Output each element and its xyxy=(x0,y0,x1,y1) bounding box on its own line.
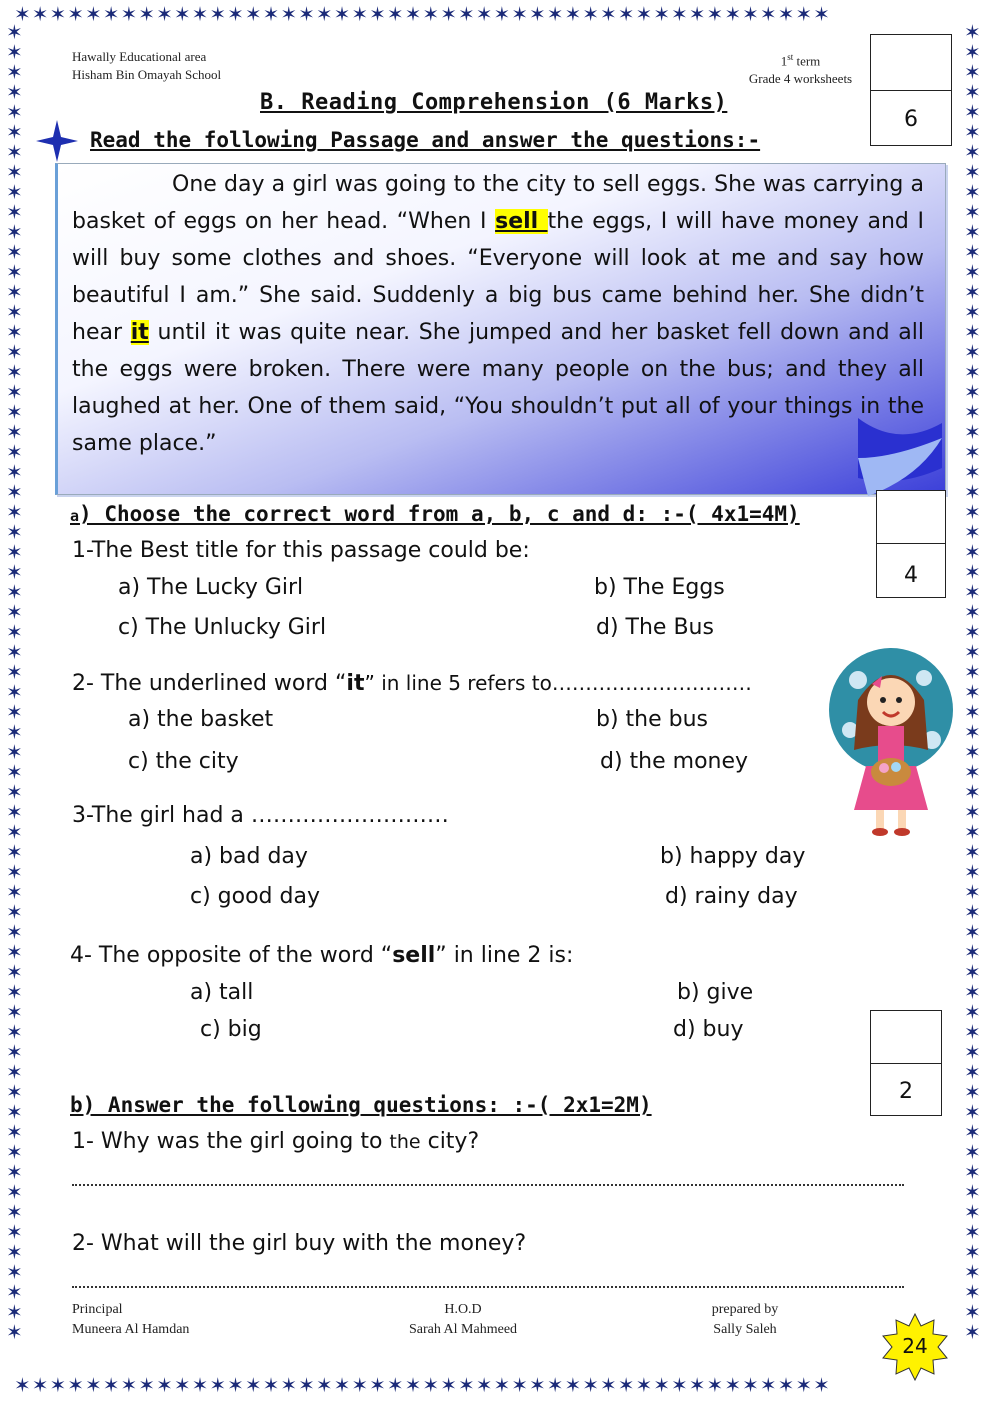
page-curl-decoration xyxy=(838,418,948,498)
total-score-value: 6 xyxy=(904,107,918,132)
q3-option-b[interactable]: b) happy day xyxy=(660,844,806,869)
header-left xyxy=(72,48,221,84)
school-name: Hisham Bin Omayah School xyxy=(72,67,222,82)
passage-box xyxy=(55,163,946,495)
section-a-heading-text: ) Choose the correct word from a, b, c and d: :-( 4x1=4M) xyxy=(79,502,800,526)
question-1: 1-The Best title for this passage could be: xyxy=(72,538,530,563)
answer-line-1[interactable] xyxy=(72,1184,904,1186)
principal-label: Principal xyxy=(72,1302,123,1317)
instruction-text: Read the following Passage and answer the questions:- xyxy=(90,128,761,152)
prepared-name: Sally Saleh xyxy=(713,1322,777,1337)
q3-option-d[interactable]: d) rainy day xyxy=(665,884,798,909)
score-divider xyxy=(871,90,951,91)
highlight-sell: sell xyxy=(495,209,548,234)
page-number-badge xyxy=(880,1312,950,1382)
q1-option-a[interactable]: a) The Lucky Girl xyxy=(118,575,304,600)
hod-name: Sarah Al Mahmeed xyxy=(408,1322,518,1337)
term-number: 1 xyxy=(780,53,788,69)
question-2-post: ” in line 5 refers to………………………… xyxy=(364,671,752,695)
page-border-top: ✶✶✶✶✶✶✶✶✶✶✶✶✶✶✶✶✶✶✶✶✶✶✶✶✶✶✶✶✶✶✶✶✶✶✶✶✶✶✶✶✶✶✶✶✶✶ xyxy=(14,4,831,26)
question-b1-pre: 1- Why was the girl going to xyxy=(72,1129,390,1154)
question-4-keyword: sell xyxy=(392,943,436,968)
star-icon xyxy=(34,118,80,164)
term-label xyxy=(733,48,868,70)
passage-part-1: One day a girl was going to the city to sell eggs. She was carrying a basket of eggs on her head. “When I xyxy=(72,172,924,234)
section-title: B. Reading Comprehension (6 Marks) xyxy=(260,90,728,115)
question-b2: 2- What will the girl buy with the money? xyxy=(72,1231,527,1256)
page-border-left: ✶✶✶✶✶✶✶✶✶✶✶✶✶✶✶✶✶✶✶✶✶✶✶✶✶✶✶✶✶✶✶✶✶✶✶✶✶✶✶✶✶✶✶✶✶✶✶✶✶✶✶✶✶✶✶✶✶✶✶✶✶✶✶✶✶✶ xyxy=(6,22,23,1344)
page-border-bottom: ✶✶✶✶✶✶✶✶✶✶✶✶✶✶✶✶✶✶✶✶✶✶✶✶✶✶✶✶✶✶✶✶✶✶✶✶✶✶✶✶✶✶✶✶✶✶ xyxy=(14,1375,831,1397)
question-4-post: ” in line 2 is: xyxy=(435,943,574,968)
hod-label: H.O.D xyxy=(444,1302,482,1317)
passage-part-3: until it was quite near. She jumped and her basket fell down and all the eggs were broken. There were many people on the bus; and they all laughed at her. One of them said, “You shouldn’t put all of your things in the same place.” xyxy=(72,320,924,456)
passage-text xyxy=(72,166,924,462)
total-score-box xyxy=(870,34,952,146)
part-a-score-box xyxy=(876,490,946,598)
question-b1-small: the xyxy=(389,1131,421,1153)
q4-option-b[interactable]: b) give xyxy=(677,980,754,1005)
section-a-heading xyxy=(70,502,800,526)
question-2 xyxy=(72,671,752,696)
q2-option-c[interactable]: c) the city xyxy=(128,749,239,774)
part-b-score-value: 2 xyxy=(899,1079,913,1104)
score-divider xyxy=(877,543,945,544)
grade-label: Grade 4 worksheets xyxy=(748,71,853,87)
term-suffix: st xyxy=(787,52,794,62)
q1-option-d[interactable]: d) The Bus xyxy=(596,615,714,640)
page-number: 24 xyxy=(902,1334,928,1358)
q1-option-c[interactable]: c) The Unlucky Girl xyxy=(118,615,327,640)
part-b-score-box xyxy=(870,1010,942,1116)
q3-option-a[interactable]: a) bad day xyxy=(190,844,308,869)
q4-option-c[interactable]: c) big xyxy=(200,1017,262,1042)
q1-option-b[interactable]: b) The Eggs xyxy=(594,575,725,600)
girl-with-basket-illustration xyxy=(828,630,954,840)
passage-part-2: the eggs, I will have money and I will buy some clothes and shoes. “Everyone will look at me and say how beautiful I am.” She said. Suddenly a big bus came behind her. She didn’t hear xyxy=(72,209,924,345)
section-a-prefix: a xyxy=(70,507,80,525)
q2-option-a[interactable]: a) the basket xyxy=(128,707,274,732)
part-a-score-value: 4 xyxy=(904,563,918,588)
footer-hod xyxy=(398,1300,528,1340)
header-right xyxy=(733,48,868,88)
question-3: 3-The girl had a ……………………… xyxy=(72,803,449,828)
prepared-label: prepared by xyxy=(711,1302,779,1317)
q3-option-c[interactable]: c) good day xyxy=(190,884,320,909)
question-b1-post: city? xyxy=(420,1129,480,1154)
term-word: term xyxy=(793,53,821,69)
highlight-it: it xyxy=(130,320,149,345)
principal-name: Muneera Al Hamdan xyxy=(72,1322,190,1337)
q4-option-d[interactable]: d) buy xyxy=(673,1017,744,1042)
question-2-keyword: it xyxy=(346,671,365,696)
q2-option-d[interactable]: d) the money xyxy=(600,749,749,774)
score-divider xyxy=(871,1063,941,1064)
answer-line-2[interactable] xyxy=(72,1286,904,1288)
question-b1 xyxy=(72,1129,479,1154)
section-b-heading: b) Answer the following questions: :-( 2x1=2M) xyxy=(70,1093,652,1117)
page-border-right: ✶✶✶✶✶✶✶✶✶✶✶✶✶✶✶✶✶✶✶✶✶✶✶✶✶✶✶✶✶✶✶✶✶✶✶✶✶✶✶✶✶✶✶✶✶✶✶✶✶✶✶✶✶✶✶✶✶✶✶✶✶✶✶✶✶✶ xyxy=(964,22,981,1344)
footer-prepared xyxy=(700,1300,790,1340)
question-4 xyxy=(70,943,573,968)
question-4-pre: 4- The opposite of the word “ xyxy=(70,943,393,968)
q2-option-b[interactable]: b) the bus xyxy=(596,707,709,732)
question-2-pre: 2- The underlined word “ xyxy=(72,671,347,696)
district-name: Hawally Educational area xyxy=(72,49,207,64)
footer-principal xyxy=(72,1300,189,1340)
q4-option-a[interactable]: a) tall xyxy=(190,980,254,1005)
